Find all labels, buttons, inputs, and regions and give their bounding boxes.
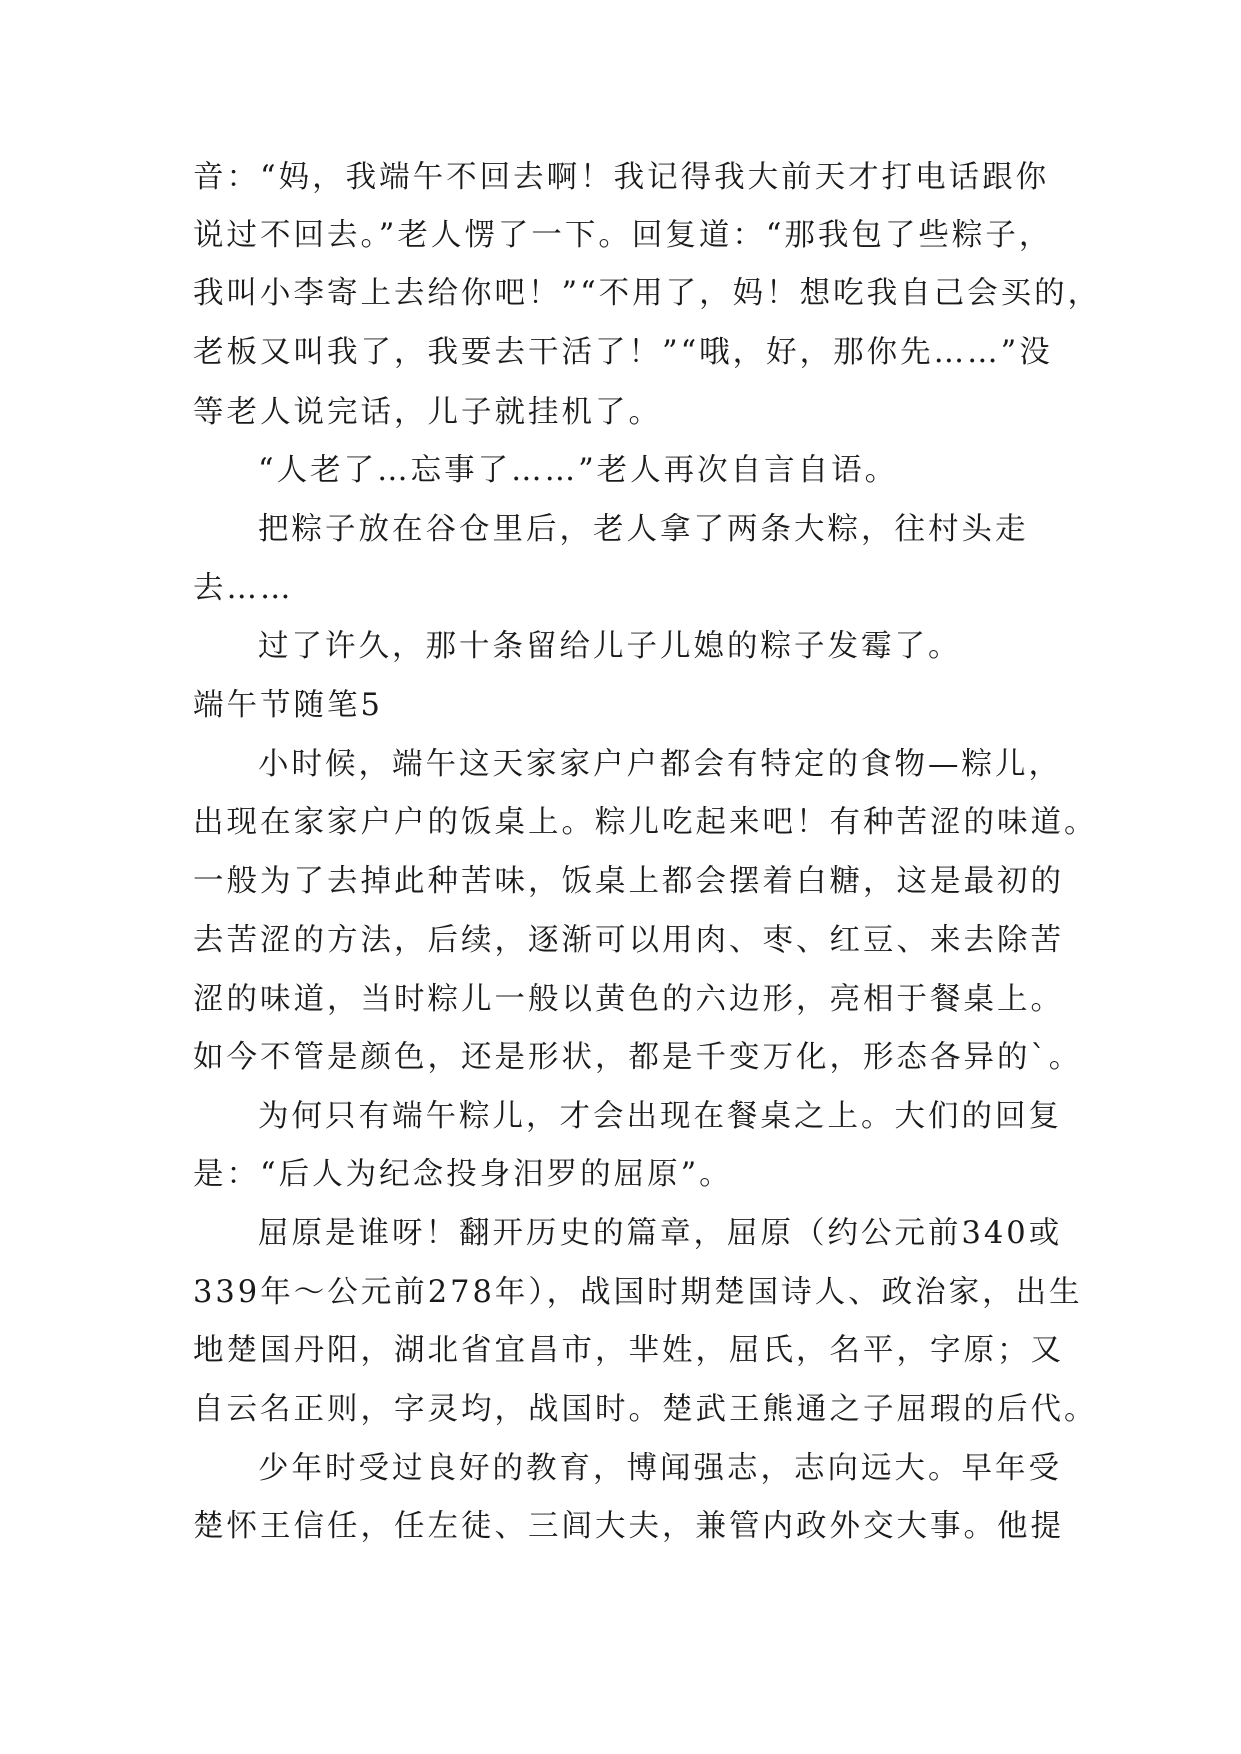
text-line: 一般为了去掉此种苦味，饭桌上都会摆着白糖，这是最初的: [193, 864, 1064, 899]
text-line: 涩的味道，当时粽儿一般以黄色的六边形，亮相于餐桌上。: [193, 982, 1064, 1017]
text-line: 说过不回去。”老人愣了一下。回复道：“那我包了些粽子，: [193, 218, 1053, 253]
section-heading: 端午节随笔5: [193, 688, 383, 723]
text-line: 小时候，端午这天家家户户都会有特定的食物—粽儿，: [258, 747, 1062, 782]
text-line: 音：“妈，我端午不回去啊！我记得我大前天才打电话跟你: [193, 160, 1050, 195]
text-line: 我叫小李寄上去给你吧！”“不用了，妈！想吃我自己会买的，: [193, 276, 1102, 311]
text-line: 339年～公元前278年），战国时期楚国诗人、政治家，出生: [193, 1275, 1083, 1310]
text-line: 是：“后人为纪念投身汨罗的屈原”。: [193, 1157, 733, 1192]
text-line: 把粽子放在谷仓里后，老人拿了两条大粽，往村头走: [258, 512, 1029, 547]
text-line: 出现在家家户户的饭桌上。粽儿吃起来吧！有种苦涩的味道。: [193, 805, 1098, 840]
text-line: “人老了…忘事了……”老人再次自言自语。: [258, 453, 899, 488]
text-line: 老板又叫我了，我要去干活了！”“哦，好，那你先……”没: [193, 335, 1053, 370]
text-line: 自云名正则，字灵均，战国时。楚武王熊通之子屈瑕的后代。: [193, 1392, 1098, 1427]
text-line: 为何只有端午粽儿，才会出现在餐桌之上。大们的回复: [258, 1099, 1062, 1134]
text-line: 楚怀王信任，任左徒、三闾大夫，兼管内政外交大事。他提: [193, 1509, 1064, 1544]
text-line: 屈原是谁呀！翻开历史的篇章，屈原（约公元前340或: [258, 1216, 1063, 1251]
text-line: 如今不管是颜色，还是形状，都是千变万化，形态各异的`。: [193, 1040, 1083, 1075]
text-line: 过了许久，那十条留给儿子儿媳的粽子发霉了。: [258, 629, 962, 664]
text-line: 去苦涩的方法，后续，逐渐可以用肉、枣、红豆、来去除苦: [193, 923, 1064, 958]
text-line: 地楚国丹阳，湖北省宜昌市，芈姓，屈氏，名平，字原；又: [193, 1333, 1064, 1368]
text-line: 少年时受过良好的教育，博闻强志，志向远大。早年受: [258, 1451, 1062, 1486]
text-line: 等老人说完话，儿子就挂机了。: [193, 395, 662, 430]
text-line: 去……: [193, 571, 294, 606]
